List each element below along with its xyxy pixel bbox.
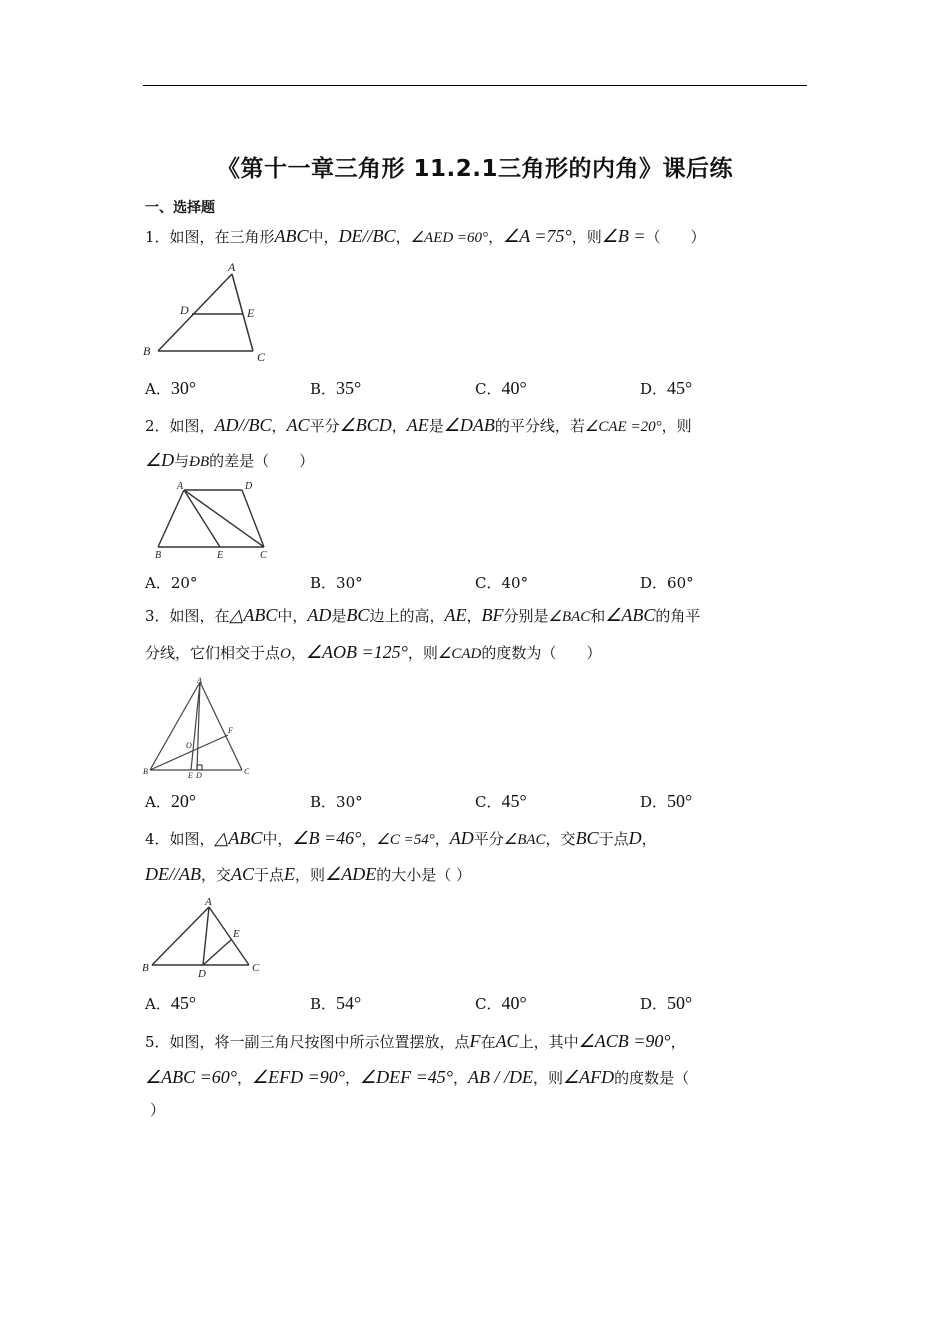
label-c: C: [244, 767, 250, 776]
q2-option-b[interactable]: B．30°: [310, 574, 363, 592]
label-b: B: [143, 344, 151, 358]
q1-figure: [140, 258, 280, 368]
label-b: B: [143, 767, 148, 776]
q2-option-c[interactable]: C．40°: [475, 574, 529, 592]
section-heading: 一、选择题: [145, 200, 215, 216]
label-c: C: [260, 550, 267, 561]
label-d: D: [180, 303, 189, 317]
q2-option-a[interactable]: A．20°: [145, 574, 198, 592]
q3-option-d[interactable]: D．50°: [640, 791, 693, 811]
document-title: 《第十一章三角形 11.2.1三角形的内角》课后练: [217, 156, 733, 182]
label-e: E: [247, 306, 255, 320]
q4-figure: [140, 895, 270, 980]
q3-option-a[interactable]: A．20°: [145, 791, 197, 811]
label-a: A: [228, 260, 236, 274]
q5-stem-line2: ∠ABC =60°，∠EFD =90°，∠DEF =45°，AB / /DE，则∠AFD的度数是（: [145, 1067, 690, 1087]
label-d: D: [198, 968, 206, 980]
label-d: D: [245, 481, 253, 492]
q2-stem-line2: ∠D与ÐB的差是（ ）: [145, 450, 315, 470]
label-b: B: [155, 550, 162, 561]
label-a: A: [197, 676, 202, 685]
q3-figure: [140, 672, 260, 784]
q1-option-c[interactable]: C．40°: [475, 378, 527, 398]
label-f: F: [228, 726, 233, 735]
q5-stem-line3: ）: [150, 1101, 166, 1119]
q3-option-b[interactable]: B．30°: [310, 793, 363, 811]
label-o: O: [186, 741, 192, 750]
q2-figure: [150, 480, 280, 565]
label-b: B: [142, 962, 149, 974]
q4-option-c[interactable]: C．40°: [475, 993, 527, 1013]
header-rule: [143, 85, 807, 86]
q3-stem-line1: 3．如图，在△ABC中，AD是BC边上的高，AE，BF分别是∠BAC和∠ABC的角平: [145, 605, 701, 625]
label-e: E: [233, 928, 240, 940]
label-a: A: [205, 896, 212, 908]
q1-option-a[interactable]: A．30°: [145, 378, 197, 398]
label-d: D: [196, 771, 202, 780]
q1-stem: 1．如图，在三角形ABC中，DE//BC，∠AED =60°，∠A =75°，则∠B =（ ）: [145, 226, 706, 246]
q4-stem-line2: DE//AB，交AC于点E，则∠ADE的大小是（ ）: [145, 864, 471, 884]
label-c: C: [257, 350, 266, 364]
q3-stem-line2: 分线，它们相交于点O，∠AOB =125°，则∠CAD的度数为（ ）: [145, 642, 602, 662]
label-e: E: [188, 771, 193, 780]
q4-option-b[interactable]: B．54°: [310, 993, 362, 1013]
q2-option-d[interactable]: D．60°: [640, 574, 694, 592]
q2-stem-line1: 2．如图，AD//BC，AC平分∠BCD，AE是∠DAB的平分线，若∠CAE =20°，则: [145, 415, 692, 435]
q5-stem-line1: 5．如图，将一副三角尺按图中所示位置摆放，点F在AC上，其中∠ACB =90°，: [145, 1031, 686, 1051]
q4-option-a[interactable]: A．45°: [145, 993, 197, 1013]
q4-stem-line1: 4．如图，△ABC中，∠B =46°，∠C =54°，AD平分∠BAC，交BC于点D，: [145, 828, 657, 848]
label-a: A: [177, 481, 184, 492]
label-e: E: [217, 550, 224, 561]
q3-option-c[interactable]: C．45°: [475, 791, 527, 811]
q4-option-d[interactable]: D．50°: [640, 993, 693, 1013]
q1-option-b[interactable]: B．35°: [310, 378, 362, 398]
label-c: C: [252, 962, 260, 974]
q1-option-d[interactable]: D．45°: [640, 378, 693, 398]
